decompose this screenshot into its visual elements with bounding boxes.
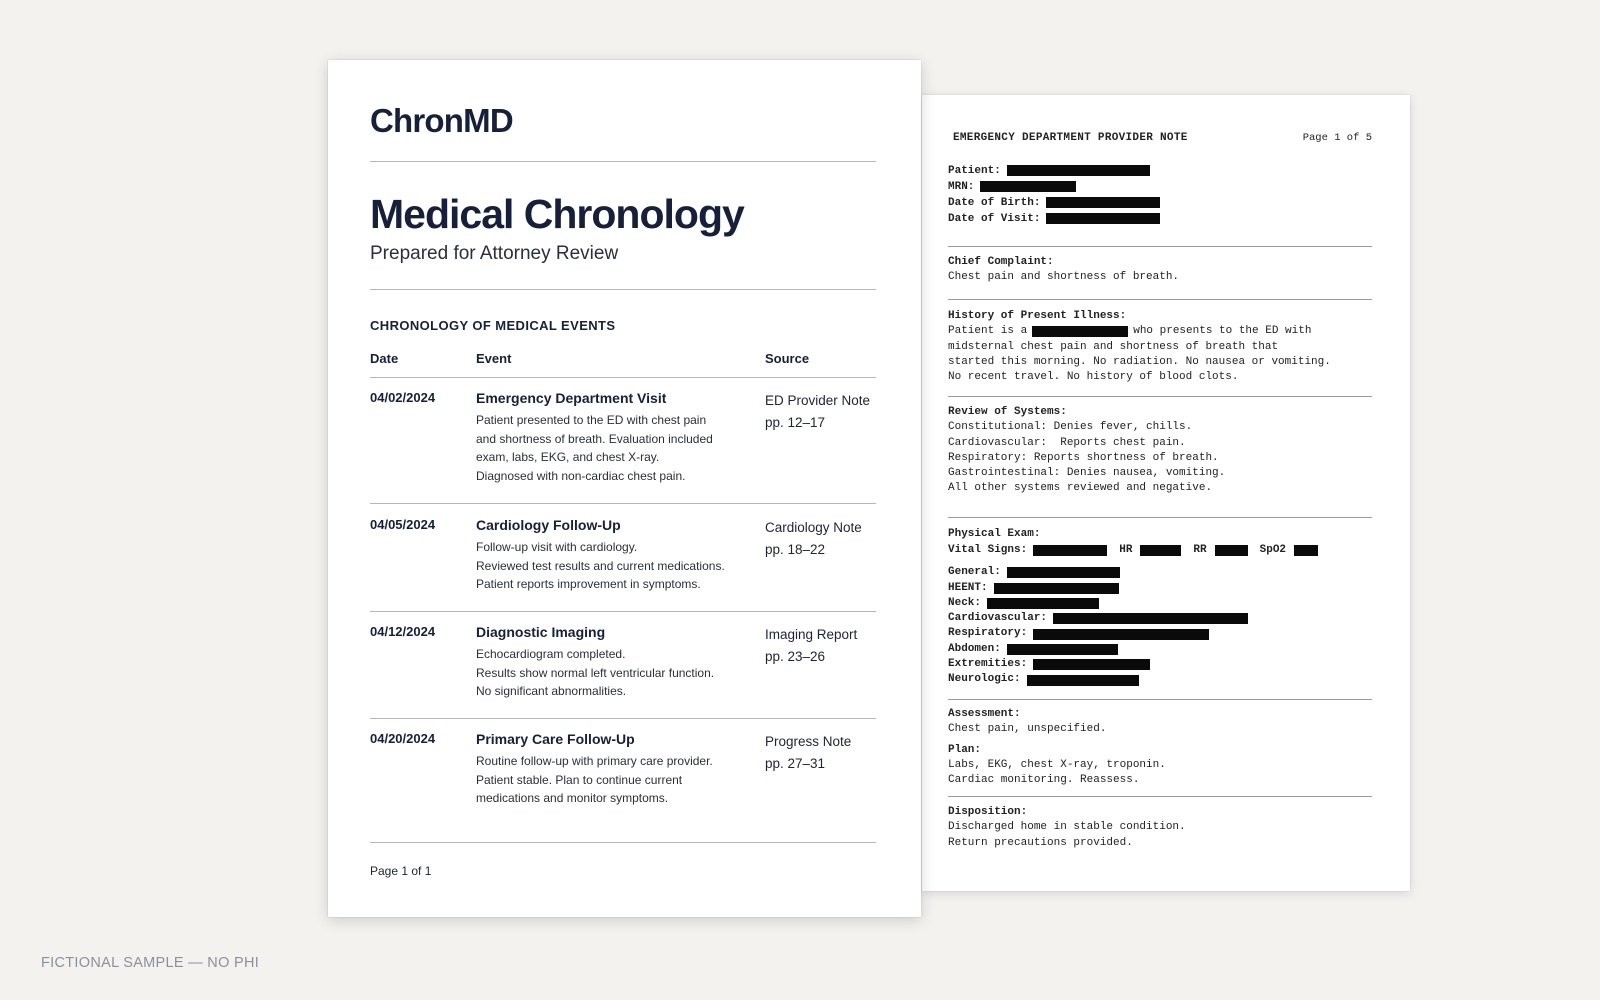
event-description: [476, 538, 746, 594]
source-document: ED Provider Note: [765, 393, 871, 408]
event-description-line: Follow-up visit with cardiology.: [476, 540, 638, 554]
redaction-bar: [980, 181, 1076, 192]
visit-date-label: Date of Visit:: [948, 212, 1041, 225]
exam-neck-row: [948, 596, 1380, 611]
event-description-line: and shortness of breath. Evaluation included: [476, 431, 713, 446]
event-title: Primary Care Follow-Up: [476, 731, 635, 747]
section-divider: [948, 396, 1372, 397]
exam-abdomen-label: Abdomen:: [948, 642, 1001, 655]
exam-neurologic-label: Neurologic:: [948, 673, 1021, 686]
physical-exam-heading: Physical Exam:: [948, 528, 1041, 540]
redaction-bar: [1007, 567, 1120, 578]
redaction-bar: [1033, 659, 1150, 670]
redaction-bar: [1007, 644, 1118, 655]
row-divider: [370, 718, 876, 719]
ed-note-title: EMERGENCY DEPARTMENT PROVIDER NOTE: [953, 132, 1188, 144]
rr-label: RR: [1193, 544, 1207, 557]
disposition-text: Discharged home in stable condition. Return precautions provided.: [948, 821, 1186, 849]
event-cell: [476, 390, 746, 486]
exam-extremities-row: [948, 657, 1380, 672]
column-header-event: Event: [476, 351, 512, 366]
section-title: CHRONOLOGY OF MEDICAL EVENTS: [370, 318, 616, 333]
source-document: Progress Note: [765, 734, 852, 749]
source-document: Imaging Report: [765, 627, 858, 642]
event-cell: [476, 624, 746, 701]
header-divider: [370, 161, 876, 162]
table-header-divider: [370, 377, 876, 378]
hpi-section: [948, 309, 1380, 385]
event-description-line: Diagnosed with non-cardiac chest pain.: [476, 469, 686, 484]
event-title: Diagnostic Imaging: [476, 624, 606, 640]
exam-general-row: [948, 565, 1380, 580]
ed-provider-note-page: [922, 95, 1410, 891]
hpi-text: midsternal chest pain and shortness of breath that started this morning. No radiation. No nausea or vomiting. No recent travel. No history of blood clots.: [948, 340, 1331, 384]
footer-page-number: Page 1 of 1: [370, 864, 432, 878]
row-divider: [370, 503, 876, 504]
exam-heent-label: HEENT:: [948, 581, 988, 594]
exam-extremities-label: Extremities:: [948, 658, 1028, 671]
exam-neck-label: Neck:: [948, 596, 982, 609]
exam-heent-row: [948, 581, 1380, 596]
event-description-line: Patient presented to the ED with chest pain: [476, 413, 707, 427]
event-description-line: Echocardiogram completed.: [476, 647, 626, 661]
source-document: Cardiology Note: [765, 520, 862, 535]
section-divider: [948, 246, 1372, 247]
event-description-line: No significant abnormalities.: [476, 684, 627, 699]
redaction-bar: [1046, 197, 1160, 208]
fictional-sample-caption: FICTIONAL SAMPLE — NO PHI: [41, 955, 260, 971]
event-description-line: Routine follow-up with primary care provider.: [476, 754, 713, 768]
source-pages: pp. 18–22: [765, 542, 826, 557]
ros-text: Constitutional: Denies fever, chills. Cardiovascular: Reports chest pain. Respiratory: Reports shortness of breath. Gastrointestinal: Denies nausea, vomiting. All other systems reviewed and negative.: [948, 421, 1226, 495]
hpi-line-end: who presents to the ED with: [1133, 325, 1312, 338]
assessment-heading: Assessment:: [948, 708, 1021, 720]
exam-respiratory-label: Respiratory:: [948, 627, 1028, 640]
event-description: [476, 752, 746, 808]
redaction-bar: [1027, 675, 1139, 686]
exam-cardiovascular-label: Cardiovascular:: [948, 612, 1048, 625]
chronmd-logo: ChronMD: [370, 102, 513, 139]
redaction-bar: [1215, 545, 1248, 556]
column-header-source: Source: [765, 351, 810, 366]
redaction-bar: [994, 583, 1119, 594]
chief-complaint-heading: Chief Complaint:: [948, 256, 1054, 268]
event-description-line: medications and monitor symptoms.: [476, 791, 669, 806]
source-pages: pp. 23–26: [765, 649, 826, 664]
hpi-line-start: Patient is a: [948, 325, 1028, 338]
event-description-line: Reviewed test results and current medications.: [476, 558, 725, 573]
section-divider: [948, 699, 1372, 700]
ros-section: [948, 405, 1380, 497]
physical-exam-section: [948, 527, 1380, 688]
section-divider: [948, 299, 1372, 300]
dob-label: Date of Birth:: [948, 196, 1041, 209]
event-description: [476, 411, 746, 486]
section-divider: [948, 796, 1372, 797]
event-cell: [476, 517, 746, 594]
plan-heading: Plan:: [948, 743, 982, 756]
redaction-bar: [1032, 326, 1128, 337]
plan-text: Labs, EKG, chest X-ray, troponin. Cardiac monitoring. Reassess.: [948, 758, 1166, 787]
exam-respiratory-row: [948, 626, 1380, 641]
section-divider: [948, 517, 1372, 518]
event-date: 04/05/2024: [370, 517, 436, 532]
ed-note-page-number: Page 1 of 5: [1302, 132, 1372, 144]
ed-note-header: [953, 132, 1372, 144]
row-divider: [370, 611, 876, 612]
source-pages: pp. 27–31: [765, 756, 826, 771]
redaction-bar: [1007, 165, 1150, 176]
column-header-date: Date: [370, 351, 399, 366]
event-description-line: Patient stable. Plan to continue current: [476, 772, 683, 787]
event-source: [765, 624, 857, 668]
visit-date-field: [948, 211, 1160, 226]
event-description-line: exam, labs, EKG, and chest X-ray.: [476, 450, 660, 465]
source-pages: pp. 12–17: [765, 415, 826, 430]
patient-label: Patient:: [948, 164, 1001, 177]
disposition-section: [948, 805, 1380, 851]
redaction-bar: [1053, 613, 1248, 624]
vital-signs-label: Vital Signs:: [948, 544, 1028, 557]
event-description-line: Results show normal left ventricular function.: [476, 665, 715, 680]
event-description-line: Patient reports improvement in symptoms.: [476, 577, 701, 592]
event-date: 04/02/2024: [370, 390, 436, 405]
mrn-field: [948, 179, 1076, 194]
ros-heading: Review of Systems:: [948, 406, 1067, 418]
footer-divider: [370, 842, 876, 843]
redaction-bar: [987, 598, 1099, 609]
assessment-text: Chest pain, unspecified.: [948, 723, 1107, 736]
dob-field: [948, 195, 1160, 210]
hpi-first-line: [948, 324, 1380, 339]
document-subtitle: Prepared for Attorney Review: [370, 243, 619, 264]
redaction-bar: [1033, 629, 1209, 640]
event-date: 04/12/2024: [370, 624, 436, 639]
hpi-heading: History of Present Illness:: [948, 310, 1127, 322]
chronology-page: [328, 60, 921, 917]
event-cell: [476, 731, 746, 808]
redaction-bar: [1046, 213, 1160, 224]
redaction-bar: [1294, 545, 1318, 556]
event-source: [765, 731, 851, 775]
redaction-bar: [1140, 545, 1181, 556]
chief-complaint-section: [948, 255, 1380, 286]
patient-field: [948, 163, 1150, 178]
event-source: [765, 390, 870, 434]
event-source: [765, 517, 862, 561]
event-title: Cardiology Follow-Up: [476, 517, 621, 533]
assessment-section: [948, 707, 1380, 788]
chief-complaint-text: Chest pain and shortness of breath.: [948, 271, 1180, 284]
spo2-label: SpO2: [1259, 544, 1287, 557]
event-date: 04/20/2024: [370, 731, 436, 746]
hr-label: HR: [1119, 544, 1133, 557]
exam-general-label: General:: [948, 566, 1001, 579]
exam-cardiovascular-row: [948, 611, 1380, 626]
vital-signs-row: [948, 542, 1380, 559]
disposition-heading: Disposition:: [948, 806, 1028, 818]
event-title: Emergency Department Visit: [476, 390, 667, 406]
title-divider: [370, 289, 876, 290]
mrn-label: MRN:: [948, 180, 975, 193]
event-description: [476, 645, 746, 701]
document-title: Medical Chronology: [370, 191, 744, 237]
exam-neurologic-row: [948, 672, 1380, 687]
exam-abdomen-row: [948, 642, 1380, 657]
redaction-bar: [1033, 545, 1107, 556]
